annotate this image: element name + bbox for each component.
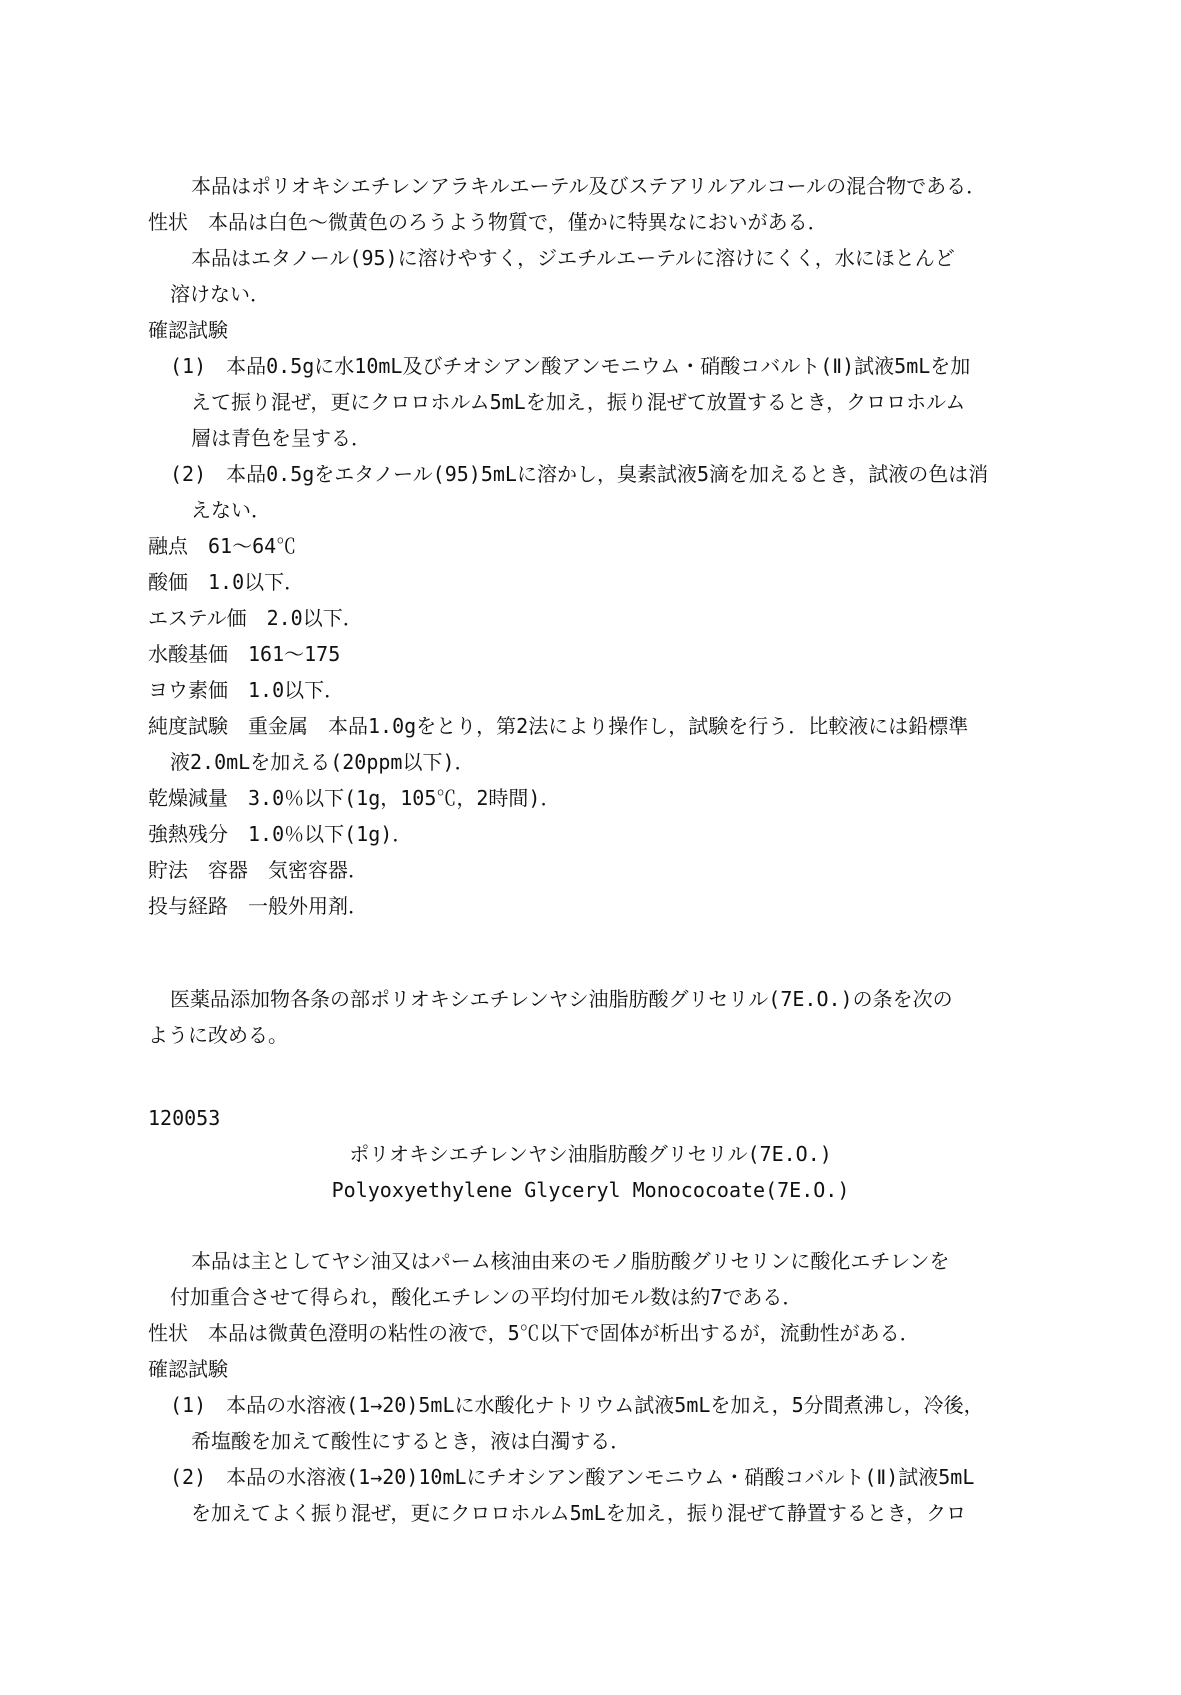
melting-point: 融点 61～64℃: [148, 534, 297, 558]
identification-1-line-1: (1) 本品0.5gに水10mL及びチオシアン酸アンモニウム・硝酸コバルト(Ⅱ)試液5mLを加: [170, 354, 971, 378]
purity-line-1: 純度試験 重金属 本品1.0gをとり，第2法により操作し，試験を行う．比較液には鉛標準: [148, 714, 969, 738]
monograph2-identification-1-line-2: 希塩酸を加えて酸性にするとき，液は白濁する．: [191, 1429, 631, 1453]
monograph2-description: 性状 本品は微黄色澄明の粘性の液で，5℃以下で固体が析出するが，流動性がある．: [148, 1321, 920, 1345]
amendment-line-2: ように改める。: [148, 1023, 288, 1047]
storage: 貯法 容器 気密容器．: [148, 858, 368, 882]
administration-route: 投与経路 一般外用剤．: [148, 894, 368, 918]
acid-value: 酸価 1.0以下．: [148, 570, 305, 594]
monograph2-identification-1-line-1: (1) 本品の水溶液(1→20)5mLに水酸化ナトリウム試液5mLを加え，5分間煮沸し，冷後，: [170, 1393, 984, 1417]
monograph-intro: 本品はポリオキシエチレンアラキルエーテル及びステアリルアルコールの混合物である．: [191, 174, 987, 198]
monograph2-intro-line-1: 本品は主としてヤシ油又はパーム核油由来のモノ脂肪酸グリセリンに酸化エチレンを: [191, 1249, 950, 1273]
monograph-title-ja: ポリオキシエチレンヤシ油脂肪酸グリセリル(7E.O.): [349, 1142, 832, 1166]
identification-2-line-1: (2) 本品0.5gをエタノール(95)5mLに溶かし，臭素試液5滴を加えるとき，試液の色は消: [170, 462, 989, 486]
monograph-code: 120053: [148, 1106, 221, 1130]
description-line: 性状 本品は白色～微黄色のろうよう物質で，僅かに特異なにおいがある．: [148, 210, 828, 234]
identification-1-line-2: えて振り混ぜ，更にクロロホルム5mLを加え，振り混ぜて放置するとき，クロロホルム: [191, 390, 966, 414]
amendment-line-1: 医薬品添加物各条の部ポリオキシエチレンヤシ油脂肪酸グリセリル(7E.O.)の条を次の: [170, 987, 953, 1011]
monograph2-identification-2-line-1: (2) 本品の水溶液(1→20)10mLにチオシアン酸アンモニウム・硝酸コバルト(Ⅱ)試液5mL: [170, 1465, 975, 1489]
identification-2-line-2: えない．: [191, 498, 271, 522]
loss-on-drying: 乾燥減量 3.0％以下(1g，105℃，2時間)．: [148, 786, 561, 810]
ester-value: エステル価 2.0以下．: [148, 606, 363, 630]
solubility-line-2: 溶けない．: [170, 282, 270, 306]
identification-heading: 確認試験: [148, 318, 228, 342]
monograph2-identification-2-line-2: を加えてよく振り混ぜ，更にクロロホルム5mLを加え，振り混ぜて静置するとき，クロ: [191, 1501, 967, 1525]
purity-line-2: 液2.0mLを加える(20ppm以下)．: [170, 750, 475, 774]
identification-1-line-3: 層は青色を呈する．: [191, 426, 371, 450]
solubility-line-1: 本品はエタノール(95)に溶けやすく，ジエチルエーテルに溶けにくく，水にほとんど: [191, 246, 955, 270]
hydroxyl-value: 水酸基価 161～175: [148, 642, 341, 666]
residue-on-ignition: 強熱残分 1.0％以下(1g)．: [148, 822, 413, 846]
iodine-value: ヨウ素価 1.0以下．: [148, 678, 345, 702]
monograph2-identification-heading: 確認試験: [148, 1357, 228, 1381]
monograph-title-en: Polyoxyethylene Glyceryl Monococoate(7E.O.): [331, 1178, 850, 1202]
monograph2-intro-line-2: 付加重合させて得られ，酸化エチレンの平均付加モル数は約7である．: [170, 1285, 803, 1309]
